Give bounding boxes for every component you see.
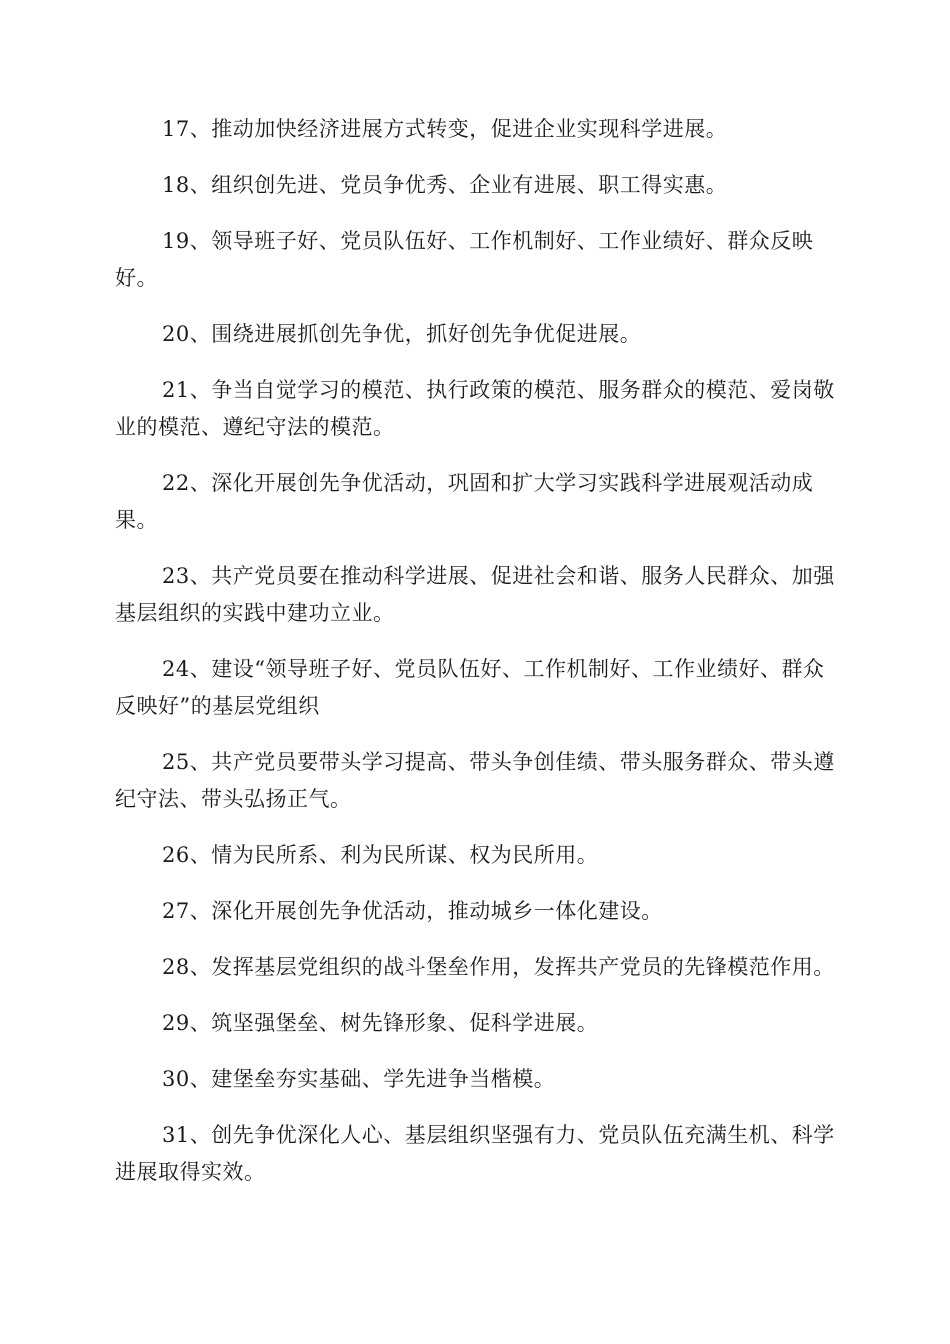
slogan-29: 29、筑坚强堡垒、树先锋形象、促科学进展。 <box>162 1011 599 1035</box>
slogan-24: 24、建设“领导班子好、党员队伍好、工作机制好、工作业绩好、群众反映好”的基层党组织 <box>115 657 825 718</box>
slogan-26: 26、情为民所系、利为民所谋、权为民所用。 <box>162 843 599 867</box>
slogan-28: 28、发挥基层党组织的战斗堡垒作用，发挥共产党员的先锋模范作用。 <box>162 955 835 979</box>
slogan-20: 20、围绕进展抓创先争优，抓好创先争优促进展。 <box>162 322 642 346</box>
slogan-17: 17、推动加快经济进展方式转变，促进企业实现科学进展。 <box>162 117 728 141</box>
slogan-31: 31、创先争优深化人心、基层组织坚强有力、党员队伍充满生机、科学进展取得实效。 <box>115 1123 835 1184</box>
slogan-30: 30、建堡垒夯实基础、学先进争当楷模。 <box>162 1067 556 1091</box>
document-body <box>115 111 835 1210</box>
slogan-25: 25、共产党员要带头学习提高、带头争创佳绩、带头服务群众、带头遵纪守法、带头弘扬正气。 <box>115 750 835 811</box>
slogan-23: 23、共产党员要在推动科学进展、促进社会和谐、服务人民群众、加强基层组织的实践中建功立业。 <box>115 564 835 625</box>
slogan-18: 18、组织创先进、党员争优秀、企业有进展、职工得实惠。 <box>162 173 728 197</box>
slogan-19: 19、领导班子好、党员队伍好、工作机制好、工作业绩好、群众反映好。 <box>115 229 814 290</box>
slogan-22: 22、深化开展创先争优活动，巩固和扩大学习实践科学进展观活动成果。 <box>115 471 814 532</box>
slogan-21: 21、争当自觉学习的模范、执行政策的模范、服务群众的模范、爱岗敬业的模范、遵纪守法的模范。 <box>115 378 835 439</box>
slogan-27: 27、深化开展创先争优活动，推动城乡一体化建设。 <box>162 899 663 923</box>
